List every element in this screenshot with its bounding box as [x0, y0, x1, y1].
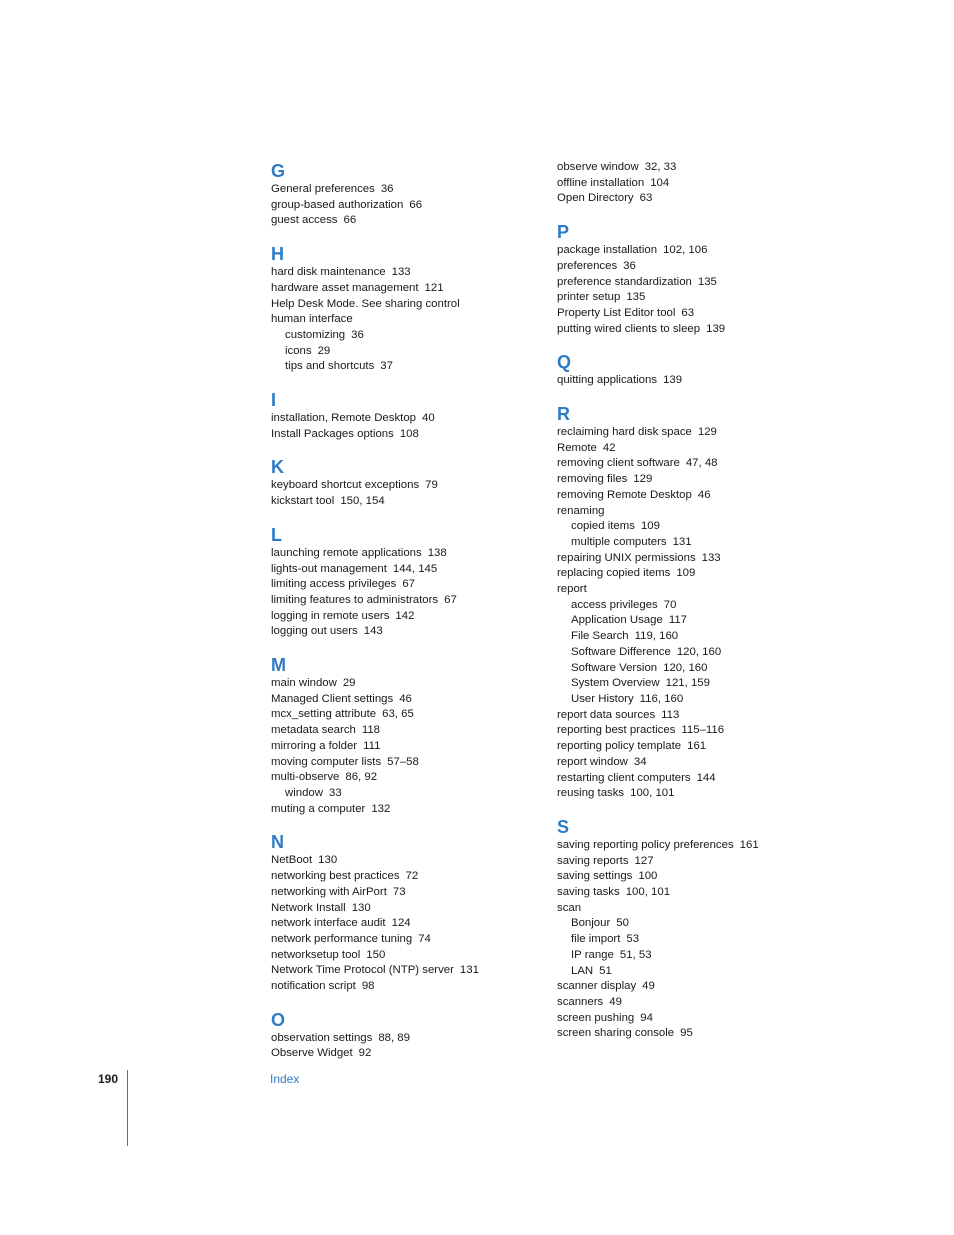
- index-subentry: [271, 328, 541, 344]
- index-entry: [557, 160, 857, 176]
- index-column-right: [557, 160, 857, 1056]
- entry-term: networksetup tool: [271, 948, 361, 961]
- index-subentry: [557, 692, 857, 708]
- entry-term: group-based authorization: [271, 198, 404, 211]
- entry-pages: 161: [739, 838, 759, 851]
- index-entry: [271, 624, 541, 640]
- entry-term: keyboard shortcut exceptions: [271, 479, 420, 492]
- entry-term: observe window: [557, 161, 639, 173]
- index-subentry: [271, 786, 541, 802]
- entry-term: saving tasks: [557, 886, 620, 899]
- index-section: [271, 524, 541, 640]
- footer-divider: [127, 1070, 128, 1146]
- index-entry: [557, 275, 857, 291]
- index-subentry: [271, 344, 541, 360]
- entry-term: reusing tasks: [557, 787, 625, 800]
- index-entry: [271, 916, 541, 932]
- index-section: [557, 403, 857, 802]
- entry-pages: 135: [626, 291, 646, 304]
- index-entry: [271, 901, 541, 917]
- entry-pages: 108: [399, 427, 419, 440]
- entry-pages: 57–58: [387, 755, 419, 768]
- entry-pages: 47, 48: [685, 457, 718, 470]
- entry-term: package installation: [557, 244, 658, 257]
- index-entry: [271, 1046, 541, 1062]
- entry-term: saving settings: [557, 870, 633, 883]
- entry-term: hardware asset management: [271, 281, 419, 294]
- entry-term: renaming: [557, 504, 605, 517]
- index-subentry: [271, 359, 541, 375]
- index-entry: [557, 786, 857, 802]
- index-subentry: [557, 535, 857, 551]
- index-entry: [271, 802, 541, 818]
- entry-pages: 102, 106: [663, 244, 708, 257]
- section-title: Index: [270, 1072, 300, 1086]
- entry-term: icons: [285, 344, 312, 357]
- entry-term: LAN: [571, 964, 594, 977]
- entry-term: IP range: [571, 948, 614, 961]
- entry-term: installation, Remote Desktop: [271, 412, 416, 425]
- entry-pages: 119, 160: [634, 630, 679, 643]
- entry-pages: 46: [697, 488, 711, 501]
- entry-term: launching remote applications: [271, 546, 422, 559]
- entry-term: User History: [571, 692, 634, 705]
- entry-pages: 53: [626, 933, 640, 946]
- entry-pages: 37: [380, 360, 393, 373]
- entry-term: restarting client computers: [557, 771, 691, 784]
- entry-pages: 79: [425, 479, 438, 492]
- entry-pages: 150: [366, 948, 386, 961]
- entry-pages: 104: [650, 176, 670, 189]
- index-entry: [557, 838, 857, 854]
- index-subentry: [557, 948, 857, 964]
- entry-term: removing Remote Desktop: [557, 488, 692, 501]
- entry-term: offline installation: [557, 176, 645, 189]
- entry-pages: 121: [424, 281, 444, 294]
- index-entry: [271, 182, 541, 198]
- entry-pages: 144: [696, 771, 716, 784]
- entry-pages: 131: [459, 964, 479, 977]
- entry-pages: 100, 101: [630, 787, 675, 800]
- index-section: [271, 831, 541, 994]
- entry-pages: 115–116: [681, 724, 725, 737]
- entry-pages: 36: [380, 183, 394, 195]
- entry-term: access privileges: [571, 598, 658, 611]
- entry-term: notification script: [271, 980, 356, 993]
- entry-term: removing client software: [557, 457, 680, 470]
- section-letter: Q: [557, 352, 572, 373]
- index-section: [271, 1009, 541, 1062]
- entry-term: mirroring a folder: [271, 739, 358, 752]
- entry-term: moving computer lists: [271, 755, 382, 768]
- index-entry: [557, 771, 857, 787]
- entry-term: report: [557, 583, 587, 596]
- entry-pages: 67: [444, 593, 457, 606]
- index-entry: [271, 281, 541, 297]
- index-entry: [557, 441, 857, 457]
- index-entry: [557, 322, 857, 338]
- entry-term: network performance tuning: [271, 932, 413, 945]
- index-entry: [557, 191, 857, 207]
- index-entry: [271, 213, 541, 229]
- entry-pages: 142: [395, 609, 415, 622]
- index-section: [271, 160, 541, 229]
- entry-pages: 63, 65: [382, 708, 414, 721]
- index-subentry: [557, 661, 857, 677]
- entry-term: logging in remote users: [271, 609, 390, 622]
- index-entry: [557, 1011, 857, 1027]
- index-entry: [271, 676, 541, 692]
- entry-pages: 150, 154: [340, 495, 385, 508]
- entry-pages: 33: [329, 786, 342, 799]
- entry-term: observation settings: [271, 1031, 373, 1044]
- entry-pages: 109: [640, 520, 660, 533]
- index-entry: [271, 853, 541, 869]
- entry-pages: 49: [609, 995, 622, 1008]
- index-entry: [557, 373, 857, 389]
- entry-term: reporting policy template: [557, 740, 682, 753]
- entry-pages: 29: [317, 344, 331, 357]
- entry-pages: 130: [318, 854, 338, 867]
- entry-pages: 138: [427, 546, 447, 559]
- index-entry: [557, 979, 857, 995]
- index-column-left: [271, 160, 541, 1076]
- index-entry: [557, 259, 857, 275]
- entry-term: preference standardization: [557, 275, 692, 288]
- entry-pages: 129: [697, 426, 717, 439]
- index-entry: [557, 456, 857, 472]
- section-letter: L: [271, 524, 282, 545]
- index-subentry: [557, 964, 857, 980]
- entry-pages: 133: [391, 266, 411, 279]
- index-entry: [271, 411, 541, 427]
- section-letter: P: [557, 222, 570, 243]
- entry-pages: 95: [680, 1027, 693, 1040]
- index-entry: [271, 739, 541, 755]
- entry-term: limiting features to administrators: [271, 593, 439, 606]
- entry-term: network interface audit: [271, 917, 386, 930]
- entry-pages: 88, 89: [378, 1031, 410, 1044]
- index-subentry: [557, 613, 857, 629]
- index-section: [271, 456, 541, 509]
- entry-term: logging out users: [271, 625, 358, 638]
- entry-term: kickstart tool: [271, 495, 335, 508]
- entry-term: replacing copied items: [557, 567, 671, 580]
- entry-pages: 124: [391, 917, 411, 930]
- entry-pages: 130: [351, 901, 371, 914]
- section-letter: G: [271, 161, 286, 181]
- entry-term: scan: [557, 901, 582, 914]
- index-entry: [271, 963, 541, 979]
- entry-pages: 132: [371, 802, 391, 815]
- index-entry: [271, 546, 541, 562]
- entry-pages: 29: [342, 677, 356, 690]
- entry-pages: 51: [599, 964, 612, 977]
- index-subentry: [557, 932, 857, 948]
- index-entry: [271, 609, 541, 625]
- index-section: [271, 389, 541, 442]
- entry-term: limiting access privileges: [271, 578, 397, 591]
- entry-pages: 34: [633, 755, 647, 768]
- entry-term: saving reports: [557, 854, 629, 867]
- index-entry: [271, 869, 541, 885]
- entry-term: Network Time Protocol (NTP) server: [271, 964, 454, 977]
- index-entry: [557, 885, 857, 901]
- entry-pages: 72: [405, 870, 419, 883]
- section-letter: H: [271, 244, 284, 265]
- entry-term: lights-out management: [271, 562, 387, 575]
- index-entry: [557, 995, 857, 1011]
- entry-term: multi-observe: [271, 771, 340, 784]
- entry-pages: 70: [663, 598, 677, 611]
- index-entry: [557, 472, 857, 488]
- index-subentry: [557, 629, 857, 645]
- index-subentry: [557, 916, 857, 932]
- entry-term: mcx_setting attribute: [271, 708, 377, 721]
- entry-term: Software Difference: [571, 645, 671, 658]
- entry-pages: 94: [640, 1011, 653, 1024]
- index-entry: [557, 755, 857, 771]
- entry-term: window: [285, 786, 323, 799]
- entry-term: putting wired clients to sleep: [557, 322, 701, 335]
- entry-pages: 32, 33: [644, 161, 677, 173]
- index-entry: [557, 708, 857, 724]
- index-section: [557, 351, 857, 389]
- entry-pages: 143: [363, 625, 383, 638]
- entry-term: report window: [557, 755, 628, 768]
- entry-pages: 133: [701, 551, 721, 564]
- index-entry: [271, 312, 541, 328]
- index-entry: [271, 427, 541, 443]
- entry-pages: 36: [351, 328, 364, 341]
- index-entry: [271, 707, 541, 723]
- entry-pages: 144, 145: [392, 562, 438, 575]
- index-entry: [271, 562, 541, 578]
- entry-term: human interface: [271, 313, 353, 326]
- entry-pages: 116, 160: [639, 692, 684, 705]
- entry-pages: 50: [616, 917, 629, 930]
- entry-pages: 100, 101: [625, 886, 671, 899]
- entry-pages: 120, 160: [676, 645, 722, 658]
- index-entry: [271, 932, 541, 948]
- section-letter: O: [271, 1009, 286, 1030]
- entry-term: screen sharing console: [557, 1027, 675, 1040]
- index-entry: [271, 692, 541, 708]
- entry-term: System Overview: [571, 677, 660, 690]
- entry-term: report data sources: [557, 708, 656, 721]
- entry-term: Observe Widget: [271, 1047, 353, 1060]
- entry-term: General preferences: [271, 183, 375, 195]
- index-section: [557, 816, 857, 1042]
- page-number: 190: [98, 1072, 119, 1086]
- entry-term: guest access: [271, 214, 338, 227]
- index-entry: [271, 948, 541, 964]
- entry-pages: 161: [687, 740, 707, 753]
- index-entry: [271, 478, 541, 494]
- entry-pages: 36: [623, 259, 636, 272]
- entry-term: screen pushing: [557, 1011, 635, 1024]
- index-section: [271, 243, 541, 375]
- entry-term: preferences: [557, 259, 618, 272]
- entry-pages: 73: [392, 885, 406, 898]
- index-entry: [271, 770, 541, 786]
- entry-term: printer setup: [557, 291, 621, 304]
- entry-pages: 118: [361, 724, 381, 737]
- entry-term: Bonjour: [571, 917, 611, 930]
- section-letter: M: [271, 655, 286, 676]
- index-entry: [271, 979, 541, 995]
- entry-term: Open Directory: [557, 192, 634, 205]
- entry-term: networking with AirPort: [271, 885, 387, 898]
- entry-pages: 113: [661, 708, 680, 721]
- entry-term: Remote: [557, 441, 597, 454]
- entry-term: scanners: [557, 995, 604, 1008]
- index-entry: [271, 723, 541, 739]
- entry-pages: 135: [697, 275, 717, 288]
- entry-pages: 74: [418, 932, 431, 945]
- index-entry: [271, 297, 541, 313]
- entry-pages: 120, 160: [663, 661, 708, 674]
- index-entry: [557, 566, 857, 582]
- entry-pages: 100: [638, 870, 658, 883]
- section-letter: K: [271, 457, 284, 478]
- entry-term: main window: [271, 677, 337, 690]
- index-section: [557, 160, 857, 207]
- entry-term: networking best practices: [271, 870, 400, 883]
- index-entry: [557, 306, 857, 322]
- entry-term: Managed Client settings: [271, 692, 394, 705]
- entry-term: hard disk maintenance: [271, 266, 386, 279]
- entry-term: metadata search: [271, 724, 356, 737]
- entry-pages: 66: [409, 198, 423, 211]
- entry-pages: 63: [681, 306, 695, 319]
- entry-pages: 127: [634, 854, 654, 867]
- index-entry: [271, 577, 541, 593]
- entry-pages: 117: [668, 614, 687, 627]
- index-subentry: [557, 676, 857, 692]
- index-entry: [557, 901, 857, 917]
- entry-term: copied items: [571, 520, 635, 533]
- index-entry: [557, 551, 857, 567]
- entry-term: scanner display: [557, 980, 637, 993]
- entry-pages: 121, 159: [665, 677, 710, 690]
- index-entry: [557, 1026, 857, 1042]
- entry-term: Install Packages options: [271, 427, 394, 440]
- entry-pages: 63: [639, 192, 653, 205]
- entry-term: reporting best practices: [557, 724, 676, 737]
- entry-term: quitting applications: [557, 374, 658, 387]
- entry-term: file import: [571, 933, 621, 946]
- entry-pages: 51, 53: [619, 948, 652, 961]
- entry-pages: 131: [672, 535, 692, 548]
- index-entry: [271, 1031, 541, 1047]
- index-entry: [557, 869, 857, 885]
- index-subentry: [557, 645, 857, 661]
- entry-term: Software Version: [571, 661, 658, 674]
- index-subentry: [557, 598, 857, 614]
- entry-pages: 139: [706, 322, 726, 335]
- entry-pages: 46: [399, 692, 412, 705]
- entry-term: File Search: [571, 630, 629, 643]
- entry-pages: 92: [358, 1047, 372, 1060]
- entry-term: repairing UNIX permissions: [557, 551, 696, 564]
- entry-term: saving reporting policy preferences: [557, 838, 734, 851]
- section-letter: R: [557, 404, 570, 425]
- entry-term: Help Desk Mode. See sharing control: [271, 297, 460, 310]
- index-entry: [271, 885, 541, 901]
- index-entry: [557, 176, 857, 192]
- entry-term: Application Usage: [571, 614, 663, 627]
- index-entry: [557, 739, 857, 755]
- index-entry: [557, 243, 857, 259]
- index-entry: [557, 723, 857, 739]
- entry-term: Network Install: [271, 901, 346, 914]
- index-subentry: [557, 519, 857, 535]
- entry-pages: 98: [361, 980, 375, 993]
- index-entry: [557, 504, 857, 520]
- entry-term: NetBoot: [271, 854, 313, 867]
- index-entry: [557, 425, 857, 441]
- entry-pages: 66: [343, 214, 357, 227]
- index-section: [271, 654, 541, 817]
- index-entry: [557, 582, 857, 598]
- section-letter: I: [271, 390, 277, 411]
- entry-term: Property List Editor tool: [557, 306, 676, 319]
- entry-term: multiple computers: [571, 535, 667, 548]
- entry-pages: 40: [422, 412, 435, 425]
- index-entry: [557, 290, 857, 306]
- entry-pages: 42: [602, 441, 616, 454]
- index-entry: [271, 755, 541, 771]
- index-entry: [271, 593, 541, 609]
- index-section: [557, 221, 857, 337]
- entry-pages: 86, 92: [345, 771, 378, 784]
- entry-term: removing files: [557, 473, 628, 486]
- entry-term: tips and shortcuts: [285, 360, 375, 373]
- index-entry: [271, 198, 541, 214]
- entry-term: reclaiming hard disk space: [557, 426, 692, 439]
- entry-term: customizing: [285, 328, 346, 341]
- index-entry: [557, 488, 857, 504]
- entry-pages: 139: [663, 374, 683, 387]
- index-entry: [271, 265, 541, 281]
- entry-pages: 109: [676, 567, 696, 580]
- section-letter: N: [271, 832, 284, 853]
- section-letter: S: [557, 816, 570, 837]
- index-entry: [557, 854, 857, 870]
- entry-pages: 111: [363, 739, 381, 752]
- entry-pages: 129: [633, 473, 653, 486]
- entry-term: muting a computer: [271, 802, 366, 815]
- entry-pages: 67: [402, 578, 416, 591]
- entry-pages: 49: [642, 980, 655, 993]
- index-entry: [271, 494, 541, 510]
